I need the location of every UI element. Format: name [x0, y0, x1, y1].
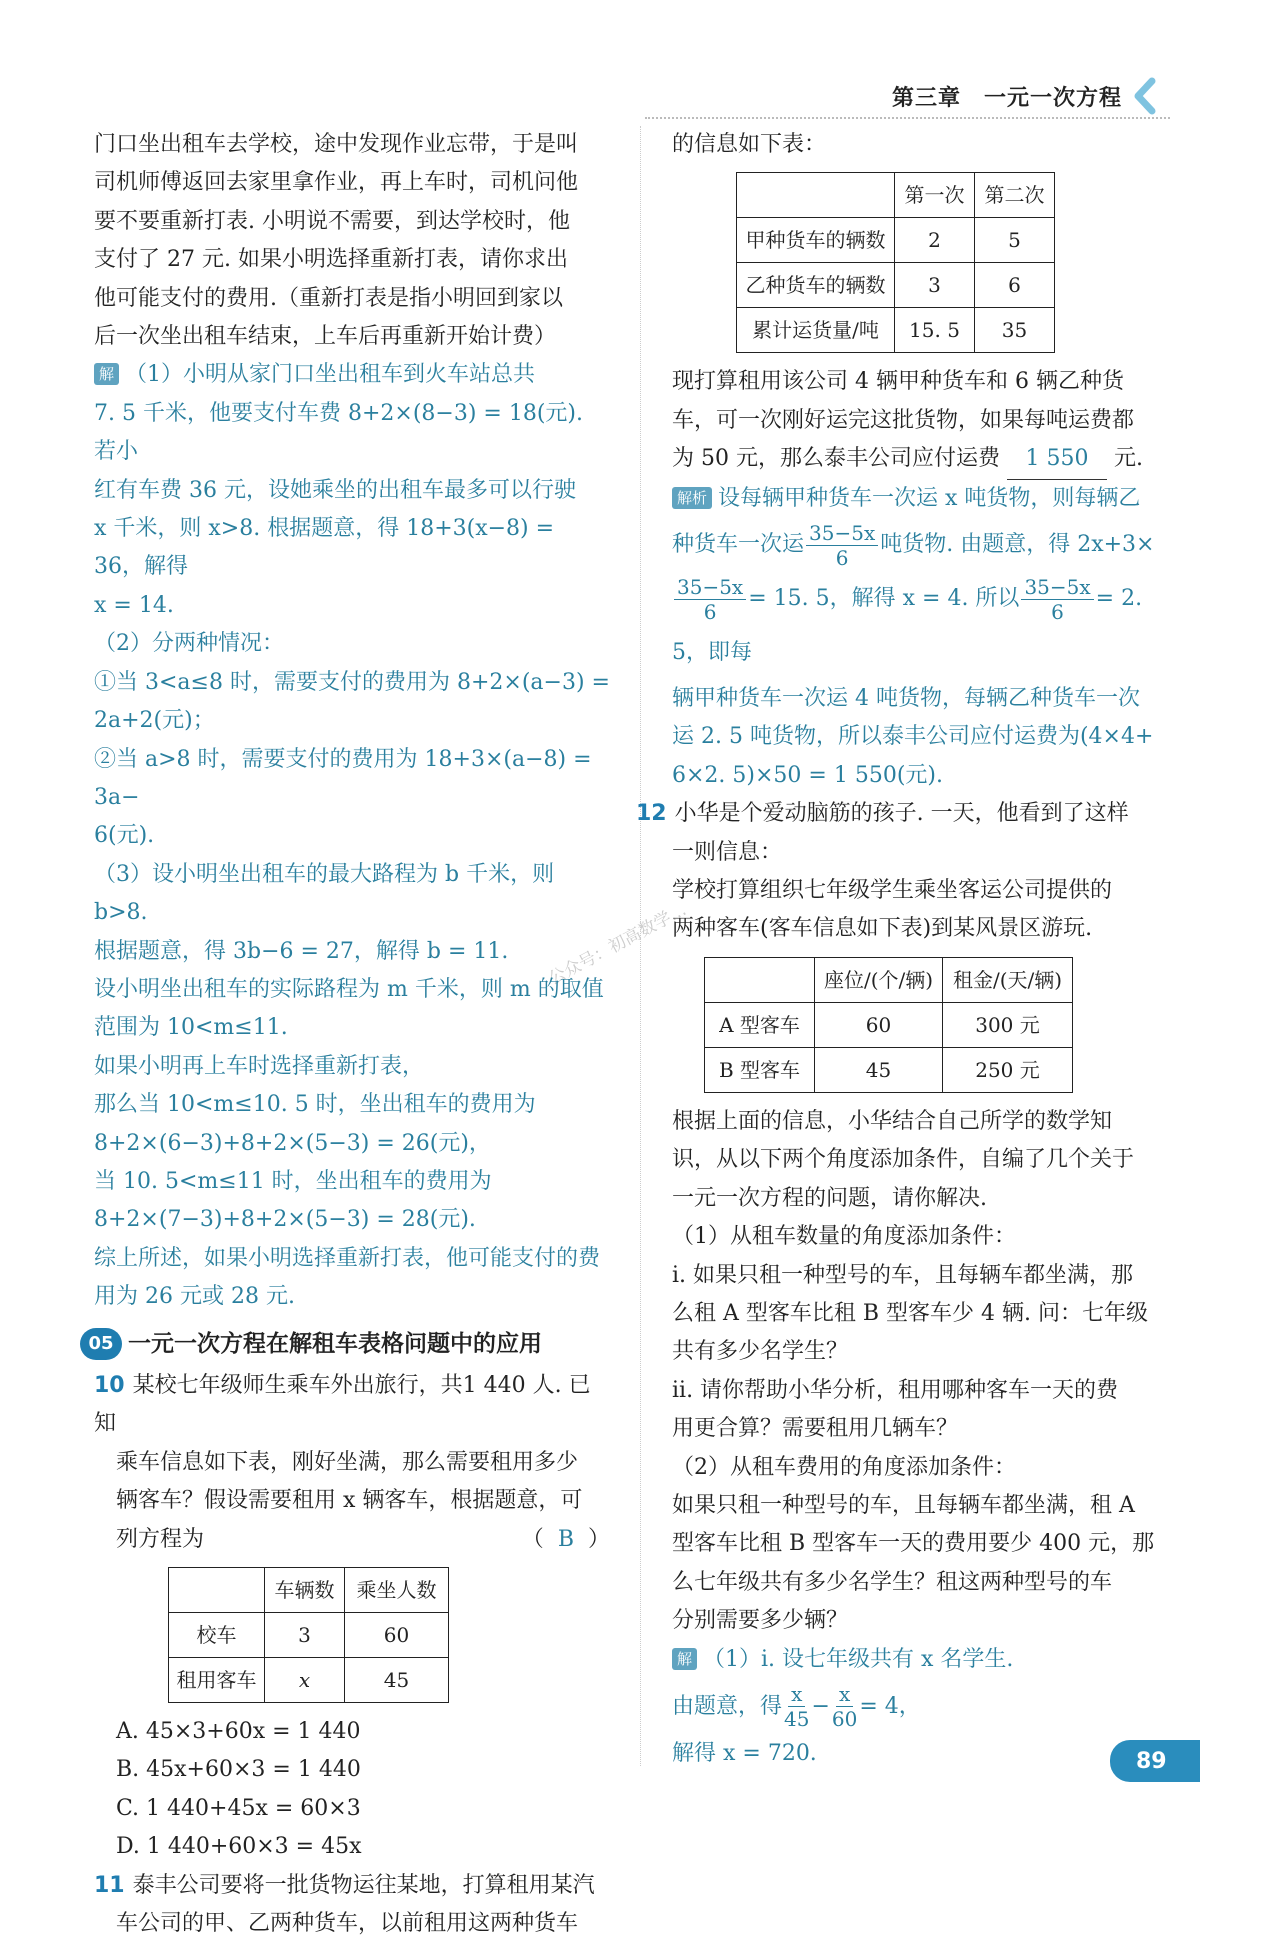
analysis-block	[672, 480, 1172, 796]
fraction	[784, 1682, 809, 1731]
question-line: ii. 请你帮助小华分析，租用哪种客车一天的费	[672, 1377, 1119, 1403]
question-line: 两种客车(客车信息如下表)到某风景区游玩.	[672, 916, 1093, 942]
table-header-cell	[737, 173, 895, 218]
analysis-line	[672, 518, 1172, 572]
fraction-numerator: x	[836, 1682, 853, 1707]
question-number: 12	[636, 801, 667, 827]
question-line: 车公司的甲、乙两种货车，以前租用这两种货车	[116, 1911, 579, 1937]
analysis-line: 辆甲种货车一次运 4 吨货物，每辆乙种货车一次	[672, 686, 1140, 712]
table-cell: 250 元	[943, 1047, 1073, 1092]
question-line: 乘车信息如下表，刚好坐满，那么需要租用多少	[116, 1449, 579, 1475]
question-line	[672, 440, 1172, 479]
question-line: 型客车比租 B 型客车一天的费用要少 400 元，那	[672, 1531, 1155, 1557]
question-line-text: 为 50 元，那么泰丰公司应付运费	[672, 446, 1000, 472]
table-row	[169, 1613, 449, 1658]
solution-line: 解得 x = 720.	[672, 1740, 817, 1766]
table-header-row	[705, 957, 1073, 1002]
question-line: （1）从租车数量的角度添加条件：	[672, 1224, 1016, 1250]
solution-line: 2a+2(元)；	[94, 708, 215, 734]
fraction	[806, 521, 878, 570]
option-d: D. 1 440+60×3 = 45x	[116, 1834, 362, 1860]
solution-line: 设小明坐出租车的实际路程为 m 千米，则 m 的取值	[94, 976, 604, 1002]
table-header-cell: 第一次	[895, 173, 975, 218]
question-line: 学校打算组织七年级学生乘坐客运公司提供的	[672, 878, 1113, 904]
question-line: 根据上面的信息，小华结合自己所学的数学知	[672, 1108, 1113, 1134]
table-header-cell: 租金/(天/辆)	[943, 957, 1073, 1002]
question-line: （2）从租车费用的角度添加条件：	[672, 1454, 1016, 1480]
question-line	[94, 1521, 610, 1559]
fraction	[674, 575, 746, 624]
table-row	[737, 218, 1055, 263]
q12-solution	[672, 1641, 1172, 1774]
fraction-numerator: 35−5x	[806, 521, 878, 546]
table-cell: 5	[975, 218, 1055, 263]
question-number: 11	[94, 1872, 125, 1898]
solution-block	[94, 356, 610, 1316]
table-row	[169, 1658, 449, 1703]
table-header-cell: 乘坐人数	[345, 1568, 449, 1613]
text-line: 司机师傅返回去家里拿作业，再上车时，司机问他	[94, 170, 579, 196]
solution-line: 根据题意，得 3b−6 = 27，解得 b = 11.	[94, 938, 509, 964]
table-header-cell: 车辆数	[265, 1568, 345, 1613]
question-line: 如果只租一种型号的车，且每辆车都坐满，租 A	[672, 1492, 1135, 1518]
question-line: 分别需要多少辆？	[672, 1608, 849, 1634]
solution-badge: 解	[94, 363, 119, 385]
table-cell: 3	[895, 263, 975, 308]
table-cell: 45	[815, 1047, 943, 1092]
table-header-cell	[169, 1568, 265, 1613]
table-container	[94, 1559, 610, 1713]
solution-line: 8+2×(6−3)+8+2×(5−3) = 26(元)，	[94, 1130, 491, 1156]
table-cell: 乙种货车的辆数	[737, 263, 895, 308]
header-rule	[645, 117, 1170, 119]
answer-bracket-close: ）	[587, 1526, 610, 1552]
table-cell: 35	[975, 308, 1055, 353]
fraction-numerator: 35−5x	[1021, 575, 1093, 600]
table-row	[737, 308, 1055, 353]
question-line: 的信息如下表：	[672, 132, 827, 157]
solution-line: ②当 a>8 时，需要支付的费用为 18+3×(a−8) = 3a−	[94, 746, 592, 810]
option-c: C. 1 440+45x = 60×3	[116, 1795, 361, 1821]
table-container	[672, 164, 1172, 363]
solution-line: 综上所述，如果小明选择重新打表，他可能支付的费	[94, 1245, 601, 1271]
analysis-line	[672, 572, 1172, 680]
table-header-row	[169, 1568, 449, 1613]
question-line: 一则信息：	[672, 839, 783, 865]
fraction	[832, 1682, 857, 1731]
fraction	[1021, 575, 1093, 624]
chapter-header	[892, 72, 1160, 120]
table-cell: x	[265, 1658, 345, 1703]
question-line: 么租 A 型客车比租 B 型客车少 4 辆. 问：七年级	[672, 1300, 1148, 1326]
solution-line: x 千米，则 x>8. 根据题意，得 18+3(x−8) = 36，解得	[94, 516, 555, 580]
question-line: 识，从以下两个角度添加条件，自编了几个关于	[672, 1147, 1135, 1173]
bus-rental-table	[704, 957, 1073, 1093]
bus-info-table	[168, 1567, 449, 1703]
solution-line: 当 10. 5<m≤11 时，坐出租车的费用为	[94, 1168, 492, 1194]
question-line: 么七年级共有多少名学生？租这两种型号的车	[672, 1569, 1113, 1595]
fraction-denominator: 6	[1051, 599, 1064, 624]
analysis-line: 运 2. 5 吨货物，所以泰丰公司应付运费为(4×4+	[672, 724, 1154, 750]
table-cell: A 型客车	[705, 1002, 815, 1047]
table-cell: 6	[975, 263, 1055, 308]
solution-line: 如果小明再上车时选择重新打表，	[94, 1053, 425, 1079]
answer-bracket-open: （	[521, 1526, 544, 1552]
question-line: 共有多少名学生？	[672, 1339, 849, 1365]
table-header-row	[737, 173, 1055, 218]
text-line: 他可能支付的费用.（重新打表是指小明回到家以	[94, 285, 563, 311]
question-line: 用更合算？需要租用几辆车？	[672, 1416, 959, 1442]
section-heading	[80, 1325, 610, 1363]
table-cell: B 型客车	[705, 1047, 815, 1092]
text-line: 后一次坐出租车结束，上车后再重新开始计费）	[94, 324, 557, 350]
table-cell: 甲种货车的辆数	[737, 218, 895, 263]
section-number: 05	[80, 1328, 122, 1360]
solution-text: = 4，	[859, 1693, 921, 1719]
table-cell: 15. 5	[895, 308, 975, 353]
question-line: 某校七年级师生乘车外出旅行，共1 440 人. 已知	[94, 1373, 591, 1437]
solution-line: （3）设小明坐出租车的最大路程为 b 千米，则 b>8.	[94, 861, 555, 926]
table-row	[737, 263, 1055, 308]
table-header-cell: 座位/(个/辆)	[815, 957, 943, 1002]
table-cell: 校车	[169, 1613, 265, 1658]
fraction-denominator: 45	[784, 1707, 810, 1732]
answer-choice: B	[557, 1526, 574, 1552]
answer-bracket	[522, 1521, 610, 1559]
page-number: 89	[1110, 1740, 1200, 1782]
table-cell: 60	[815, 1002, 943, 1047]
fraction-denominator: 60	[831, 1707, 858, 1732]
solution-line: 8+2×(7−3)+8+2×(5−3) = 28(元).	[94, 1207, 476, 1233]
fraction-denominator: 6	[835, 545, 849, 570]
text-line: 门口坐出租车去学校，途中发现作业忘带，于是叫	[94, 132, 579, 157]
question-number: 10	[94, 1373, 125, 1398]
question-line: 一元一次方程的问题，请你解决.	[672, 1185, 987, 1211]
question-12	[636, 795, 1172, 949]
analysis-line: 设每辆甲种货车一次运 x 吨货物，则每辆乙	[718, 485, 1141, 511]
table-header-cell: 第二次	[975, 173, 1055, 218]
analysis-badge: 解析	[672, 487, 712, 509]
question-11-start	[94, 1867, 610, 1943]
table-cell: 租用客车	[169, 1658, 265, 1703]
table-cell: 累计运货量/吨	[737, 308, 895, 353]
question-line: 泰丰公司要将一批货物运往某地，打算租用某汽	[132, 1872, 595, 1898]
text-line: 支付了 27 元. 如果小明选择重新打表，请你求出	[94, 247, 568, 273]
question-12-body	[672, 1103, 1172, 1641]
question-line: 车，可一次刚好运完这批货物，如果每吨运费都	[672, 407, 1135, 433]
fraction-numerator: 35−5x	[674, 575, 746, 600]
right-column	[636, 126, 1172, 1773]
table-container	[672, 949, 1172, 1103]
question-line: 现打算租用该公司 4 辆甲种货车和 6 辆乙种货	[672, 369, 1124, 395]
chapter-title: 第三章 一元一次方程	[891, 85, 1122, 111]
analysis-text: 吨货物. 由题意，得 2x+3×	[880, 532, 1155, 558]
table-row	[705, 1002, 1073, 1047]
chevron-left-icon	[1130, 77, 1160, 115]
solution-line: x = 14.	[94, 592, 174, 618]
analysis-text: 种货车一次运	[672, 532, 805, 558]
solution-line: （1）i. 设七年级共有 x 名学生.	[703, 1646, 1014, 1672]
table-cell: 300 元	[943, 1002, 1073, 1047]
table-row	[705, 1047, 1073, 1092]
table-cell: 3	[265, 1613, 345, 1658]
table-cell: 60	[345, 1613, 449, 1658]
option-a: A. 45×3+60x = 1 440	[116, 1719, 361, 1745]
section-title: 一元一次方程在解租车表格问题中的应用	[128, 1330, 542, 1357]
solution-line: 用为 26 元或 28 元.	[94, 1284, 295, 1310]
solution-line: 6(元).	[94, 823, 155, 849]
analysis-line: 6×2. 5)×50 = 1 550(元).	[672, 762, 943, 788]
problem-intro	[94, 126, 610, 356]
solution-line: 那么当 10<m≤10. 5 时，坐出租车的费用为	[94, 1092, 536, 1118]
watermark: 公众号：初高数学…	[545, 899, 690, 990]
table-header-cell	[705, 957, 815, 1002]
question-line-text: 元.	[1113, 446, 1143, 472]
truck-info-table	[736, 172, 1055, 353]
solution-badge: 解	[672, 1648, 697, 1670]
question-line: i. 如果只租一种型号的车，且每辆车都坐满，那	[672, 1262, 1134, 1288]
question-line-text: 列方程为	[116, 1526, 205, 1552]
question-line: 辆客车？假设需要租用 x 辆客车，根据题意，可	[116, 1488, 583, 1514]
solution-line: （1）小明从家门口坐出租车到火车站总共	[125, 362, 536, 388]
table-cell: 2	[895, 218, 975, 263]
solution-line: 范围为 10<m≤11.	[94, 1015, 288, 1041]
left-column	[88, 126, 610, 1943]
analysis-text: = 15. 5，解得 x = 4. 所以	[748, 586, 1020, 612]
question-10	[94, 1367, 610, 1867]
fraction-numerator: x	[788, 1682, 805, 1707]
solution-line: 红有车费 36 元，设她乘坐的出租车最多可以行驶	[94, 477, 576, 503]
option-b: B. 45x+60×3 = 1 440	[116, 1757, 361, 1783]
solution-line: ①当 3<a≤8 时，需要支付的费用为 8+2×(a−3) =	[94, 669, 610, 695]
solution-line: （2）分两种情况：	[94, 631, 284, 657]
solution-line: 由题意，得 $\frac{x}{45}$ − $\frac{x}{60}$ = 4，	[672, 1682, 921, 1732]
analysis-text: = 2. 5，即每	[672, 586, 1143, 666]
fraction-denominator: 6	[703, 599, 717, 624]
text-line: 要不要重新打表. 小明说不需要，到达学校时，他	[94, 208, 570, 234]
question-line: 小华是个爱动脑筋的孩子. 一天，他看到了这样	[674, 801, 1129, 827]
solution-text: 由题意，得	[672, 1693, 783, 1719]
solution-line: 7. 5 千米，他要支付车费 8+2×(8−3) = 18(元). 若小	[94, 400, 583, 465]
table-cell: 45	[345, 1658, 449, 1703]
answer-blank: 1 550	[1007, 440, 1107, 479]
